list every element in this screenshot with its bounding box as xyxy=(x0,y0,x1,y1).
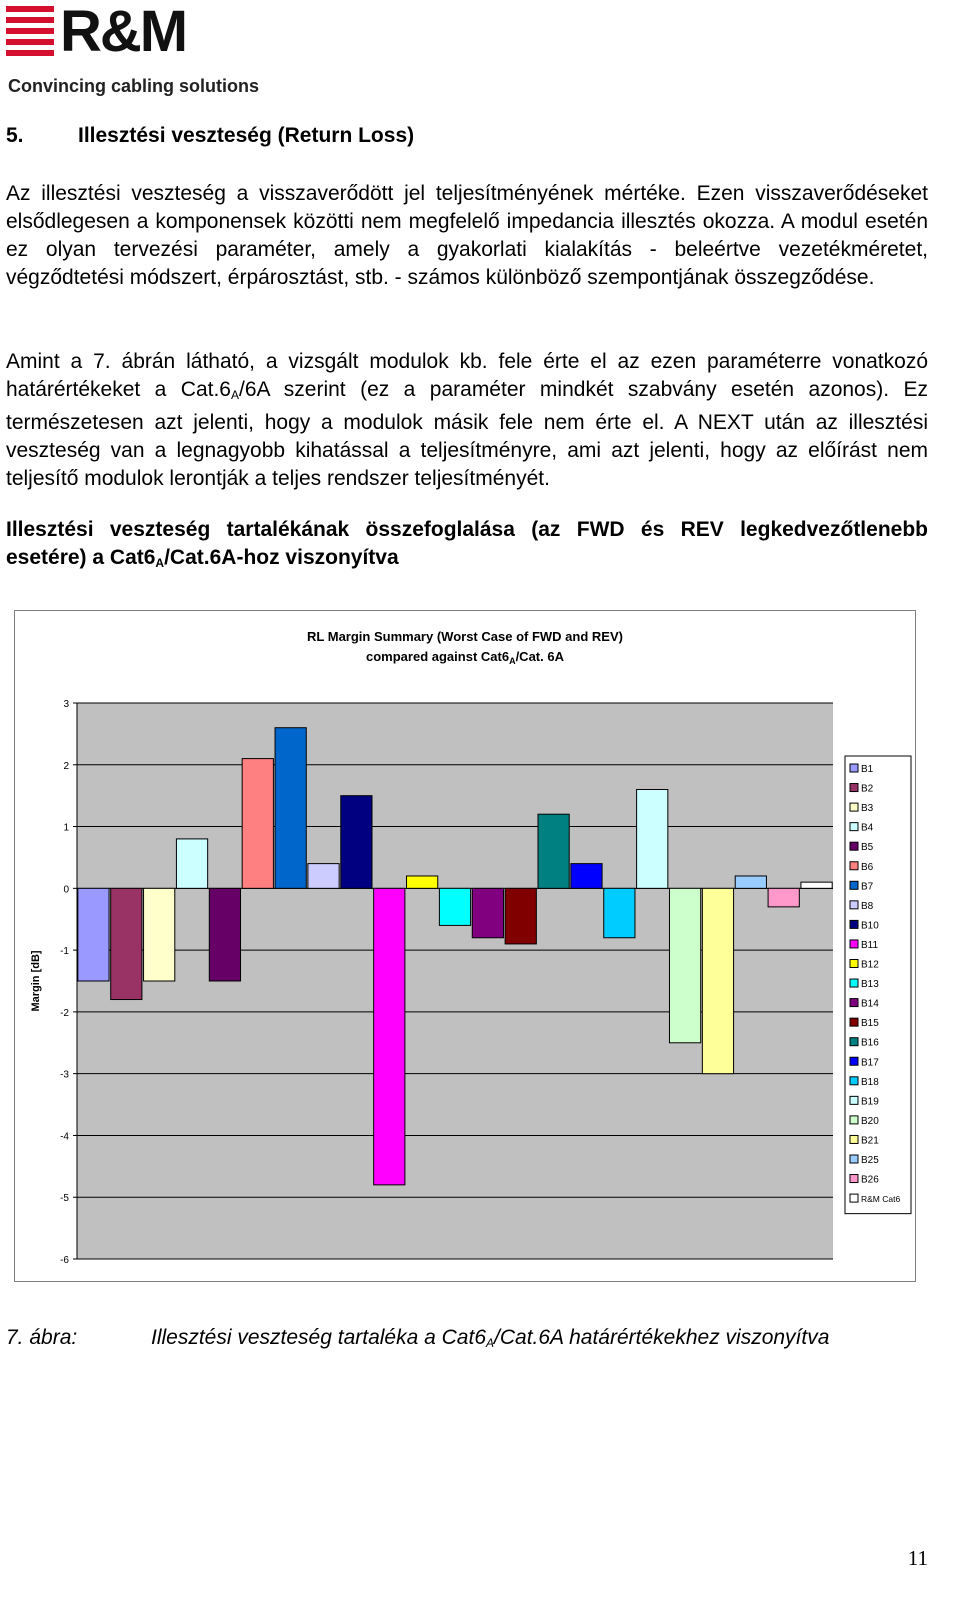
chart-subtitle xyxy=(366,649,565,666)
chart-subtitle-sub: A xyxy=(509,656,516,666)
bar-b14 xyxy=(472,888,503,937)
logo-stripes xyxy=(6,6,54,56)
y-tick-label: -6 xyxy=(60,1255,69,1266)
legend-swatch xyxy=(850,784,858,792)
y-tick-label: -1 xyxy=(60,946,69,958)
legend-swatch xyxy=(850,940,858,948)
legend-entry: B4 xyxy=(861,822,874,834)
bar-b26 xyxy=(768,888,799,907)
chart-heading xyxy=(6,516,928,577)
bar-b4 xyxy=(176,839,207,888)
legend-swatch xyxy=(850,1057,858,1065)
legend-entry: B12 xyxy=(861,959,879,971)
y-tick-label: 3 xyxy=(63,699,69,710)
bar-b13 xyxy=(439,888,470,925)
section-number: 5. xyxy=(6,124,24,147)
legend-entry: B6 xyxy=(861,861,874,873)
bar-b15 xyxy=(505,888,536,944)
section-heading xyxy=(6,124,414,148)
bar-b18 xyxy=(604,888,635,937)
legend-entry: B2 xyxy=(861,783,874,795)
y-tick-label: -5 xyxy=(60,1193,69,1205)
bar-b25 xyxy=(735,876,766,888)
legend-entry: B25 xyxy=(861,1155,879,1166)
legend-swatch xyxy=(850,1116,858,1124)
legend-swatch xyxy=(850,960,858,968)
rl-margin-chart xyxy=(14,610,916,1282)
legend-swatch xyxy=(850,1018,858,1026)
bar-r-m-cat6 xyxy=(801,882,832,888)
legend-swatch xyxy=(850,1155,858,1163)
y-tick-label: 2 xyxy=(63,760,69,772)
legend-swatch xyxy=(850,901,858,909)
figure-caption-text xyxy=(151,1326,829,1349)
subscript: A xyxy=(155,556,165,570)
bar-b19 xyxy=(637,789,668,888)
bar-b11 xyxy=(374,888,405,1185)
legend-entry: B3 xyxy=(861,803,874,815)
bar-b1 xyxy=(78,888,109,981)
bar-b12 xyxy=(407,876,438,888)
legend-swatch xyxy=(850,842,858,850)
legend-swatch xyxy=(850,862,858,870)
legend-swatch xyxy=(850,1135,858,1143)
chart-subtitle-part1: compared against Cat6 xyxy=(366,649,510,664)
y-tick-label: 0 xyxy=(63,884,69,896)
legend-entry: R&M Cat6 xyxy=(861,1194,901,1205)
legend-entry: B26 xyxy=(861,1174,879,1186)
legend-entry: B21 xyxy=(861,1135,879,1147)
legend-swatch xyxy=(850,1096,858,1104)
page-number: 11 xyxy=(907,1546,928,1570)
legend-entry: B10 xyxy=(861,920,879,932)
bar-b17 xyxy=(571,864,602,889)
subscript: A xyxy=(486,1336,495,1350)
y-tick-label: -3 xyxy=(60,1069,69,1081)
bar-b2 xyxy=(111,888,142,999)
legend-swatch xyxy=(850,823,858,831)
legend-entry: B14 xyxy=(861,998,879,1010)
chart-title: RL Margin Summary (Worst Case of FWD and REV) xyxy=(307,629,623,644)
chart-subtitle-part2: /Cat. 6A xyxy=(515,649,564,664)
legend-entry: B13 xyxy=(861,979,879,991)
paragraph-results xyxy=(6,348,928,493)
chart-svg xyxy=(15,611,915,1281)
legend-swatch xyxy=(850,920,858,928)
subscript: A xyxy=(230,388,239,402)
legend-swatch xyxy=(850,979,858,987)
bar-b8 xyxy=(308,864,339,889)
bar-b21 xyxy=(702,888,733,1073)
bar-b3 xyxy=(144,888,175,981)
legend-swatch xyxy=(850,1194,858,1202)
bar-b16 xyxy=(538,814,569,888)
legend-swatch xyxy=(850,999,858,1007)
legend-entry: B20 xyxy=(861,1115,879,1127)
legend-swatch xyxy=(850,881,858,889)
legend-entry: B11 xyxy=(861,939,879,951)
bar-b5 xyxy=(209,888,240,981)
legend-entry: B18 xyxy=(861,1076,879,1088)
legend-entry: B1 xyxy=(861,764,874,775)
legend-entry: B16 xyxy=(861,1037,879,1049)
legend-swatch xyxy=(850,1038,858,1046)
paragraph-results-part2: /6A szerint (ez a paraméter mindkét szabvány esetén azonos). Ez természetesen azt jelenti, hogy a modulok másik fele nem érte el. A NEXT után az illesztési veszteség van a legnagyobb kihatással a teljesítményre, ami azt jelenti, hogy az előírást nem teljesítő modulok lerontják a teljes rendszer teljesítményét. xyxy=(6,378,928,490)
y-tick-label: -4 xyxy=(60,1131,69,1143)
figure-label: 7. ábra: xyxy=(6,1326,78,1349)
legend-swatch xyxy=(850,803,858,811)
legend-swatch xyxy=(850,1077,858,1085)
bar-b20 xyxy=(669,888,700,1042)
bar-b7 xyxy=(275,728,306,889)
y-tick-label: 1 xyxy=(63,822,69,834)
paragraph-results-part1: Amint a 7. ábrán látható, a vizsgált modulok kb. fele érte el az ezen paraméterre vonatkozó határértékeket a Cat.6 xyxy=(6,350,928,401)
bar-b10 xyxy=(341,796,372,889)
legend-entry: B5 xyxy=(861,842,874,854)
legend-swatch xyxy=(850,764,858,772)
caption-part2: /Cat.6A határértékekhez viszonyítva xyxy=(494,1326,830,1349)
legend-entry: B8 xyxy=(861,900,874,912)
logo-tagline: Convincing cabling solutions xyxy=(8,76,260,96)
y-tick-label: -2 xyxy=(60,1007,69,1019)
chart-heading-part2: /Cat.6A-hoz viszonyítva xyxy=(164,546,399,569)
section-title: Illesztési veszteség (Return Loss) xyxy=(78,124,415,147)
caption-part1: Illesztési veszteség tartaléka a Cat6 xyxy=(151,1326,486,1349)
company-logo xyxy=(6,0,296,96)
paragraph-intro: Az illesztési veszteség a visszaverődött jel teljesítményének mértéke. Ezen visszaverődéseket elsődlegesen a komponensek közötti nem megfelelő impedancia illesztés okozza. A modul esetén ez olyan tervezési paraméter, amely a gyakorlati kialakítás - beleértve vezetékméretet, végződtetési módszert, érpárosztást, stb. - számos különböző szempontjának összegződése. xyxy=(6,182,928,289)
legend-entry: B17 xyxy=(861,1057,879,1069)
logo-wordmark: R&M xyxy=(60,0,187,64)
y-axis-label: Margin [dB] xyxy=(30,950,42,1012)
figure-caption xyxy=(6,1326,829,1350)
chart-heading-part1: Illesztési veszteség tartalékának összefoglalása (az FWD és REV legkedvezőtlenebb esetére) a Cat6 xyxy=(6,518,928,569)
legend-entry: B7 xyxy=(861,881,874,893)
bar-b6 xyxy=(242,759,273,889)
legend-entry: B15 xyxy=(861,1018,879,1030)
legend-entry: B19 xyxy=(861,1096,879,1108)
legend-swatch xyxy=(850,1175,858,1183)
